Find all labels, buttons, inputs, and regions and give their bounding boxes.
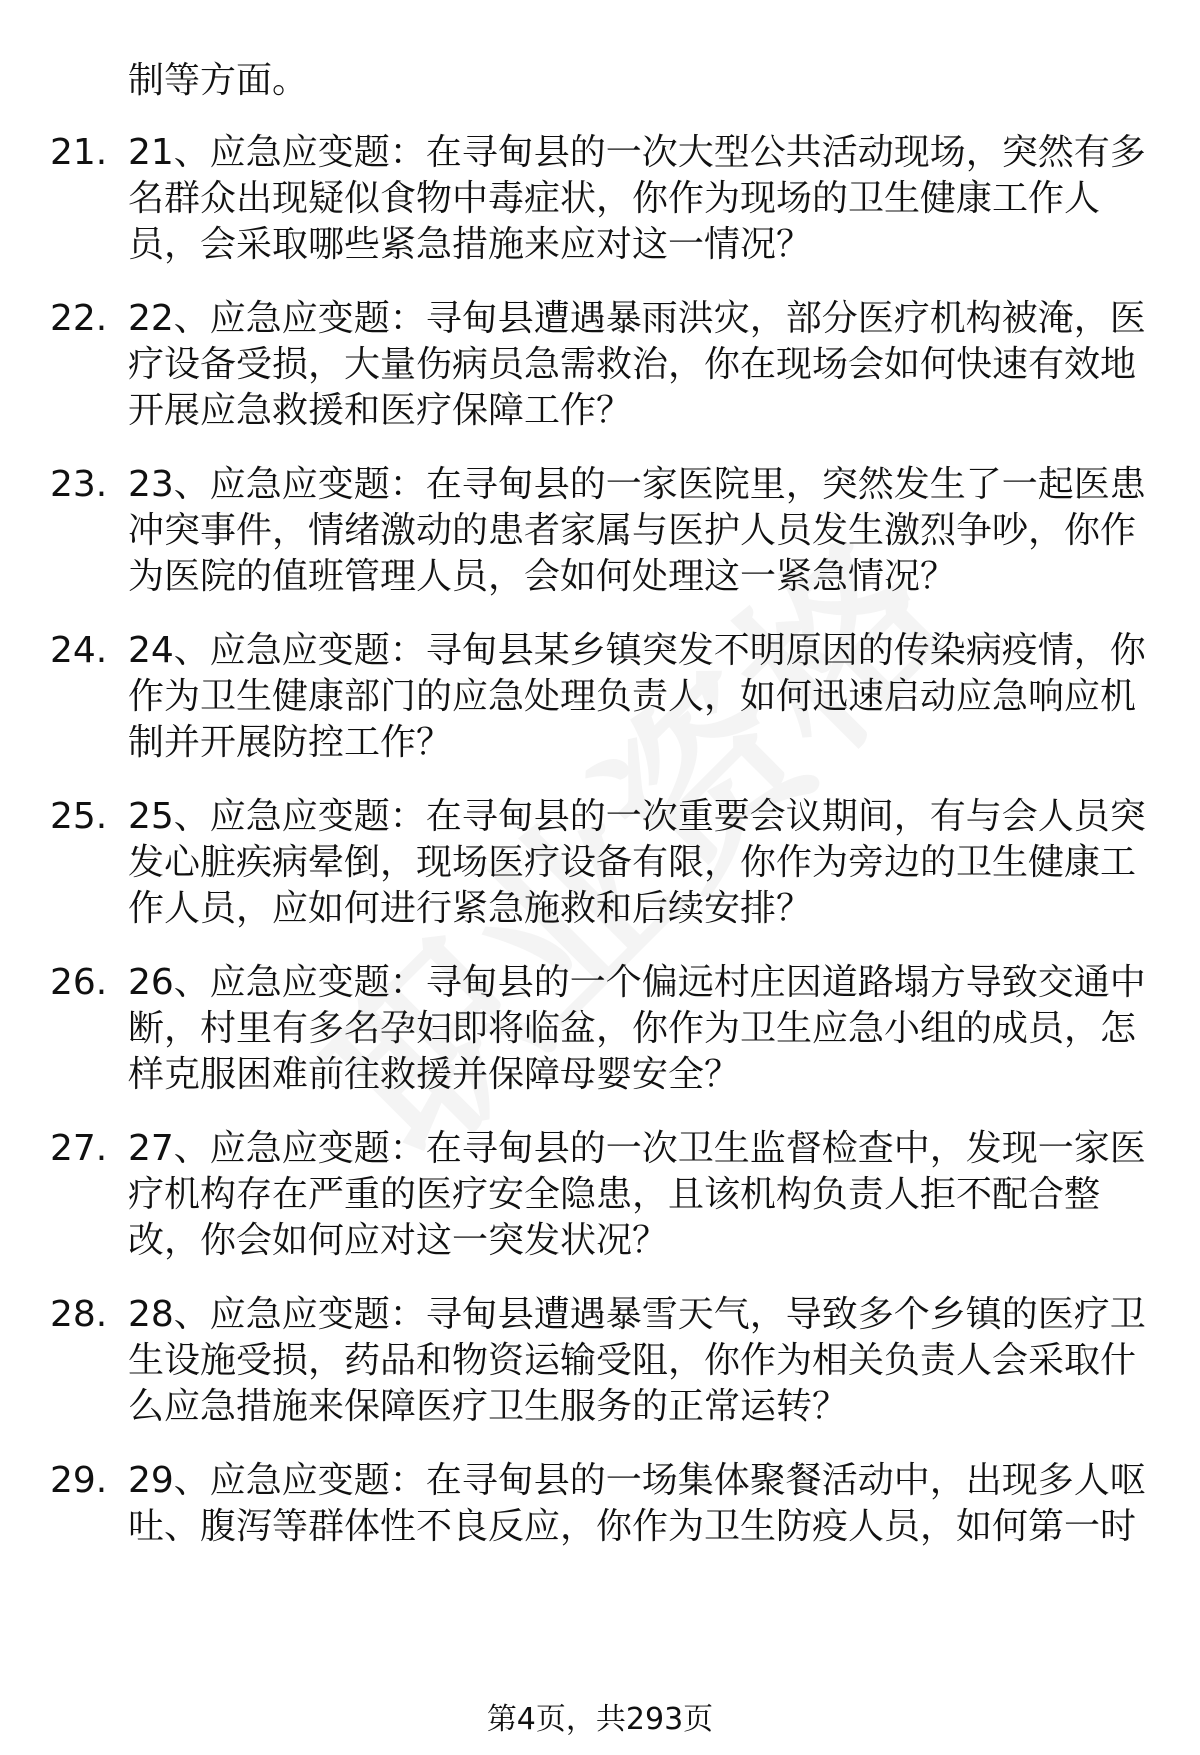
item-number: 29. bbox=[50, 1460, 108, 1501]
item-number: 23. bbox=[50, 464, 108, 505]
item-text: 21、应急应变题：在寻甸县的一次大型公共活动现场，突然有多名群众出现疑似食物中毒症状，你作为现场的卫生健康工作人员，会采取哪些紧急措施来应对这一情况？ bbox=[128, 132, 1146, 265]
item-number: 27. bbox=[50, 1128, 108, 1169]
item-text: 22、应急应变题：寻甸县遭遇暴雨洪灾，部分医疗机构被淹，医疗设备受损，大量伤病员急需救治，你在现场会如何快速有效地开展应急救援和医疗保障工作？ bbox=[128, 298, 1146, 431]
continuation-text: 制等方面。 bbox=[128, 60, 309, 101]
item-text: 23、应急应变题：在寻甸县的一家医院里，突然发生了一起医患冲突事件，情绪激动的患者家属与医护人员发生激烈争吵，你作为医院的值班管理人员，会如何处理这一紧急情况？ bbox=[128, 464, 1146, 597]
item-text: 28、应急应变题：寻甸县遭遇暴雪天气，导致多个乡镇的医疗卫生设施受损，药品和物资运输受阻，你作为相关负责人会采取什么应急措施来保障医疗卫生服务的正常运转？ bbox=[128, 1294, 1146, 1427]
page-footer: 第4页，共293页 bbox=[486, 1702, 714, 1737]
item-text: 25、应急应变题：在寻甸县的一次重要会议期间，有与会人员突发心脏疾病晕倒，现场医疗设备有限，你作为旁边的卫生健康工作人员，应如何进行紧急施救和后续安排？ bbox=[128, 796, 1146, 929]
item-text: 26、应急应变题：寻甸县的一个偏远村庄因道路塌方导致交通中断，村里有多名孕妇即将临盆，你作为卫生应急小组的成员，怎样克服困难前往救援并保障母婴安全？ bbox=[128, 962, 1146, 1095]
item-text: 27、应急应变题：在寻甸县的一次卫生监督检查中，发现一家医疗机构存在严重的医疗安全隐患，且该机构负责人拒不配合整改，你会如何应对这一突发状况？ bbox=[128, 1128, 1146, 1261]
item-number: 21. bbox=[50, 132, 108, 173]
item-number: 26. bbox=[50, 962, 108, 1003]
item-text: 24、应急应变题：寻甸县某乡镇突发不明原因的传染病疫情，你作为卫生健康部门的应急处理负责人，如何迅速启动应急响应机制并开展防控工作？ bbox=[128, 630, 1146, 763]
item-number: 22. bbox=[50, 298, 108, 339]
item-number: 28. bbox=[50, 1294, 108, 1335]
item-number: 25. bbox=[50, 796, 108, 837]
item-number: 24. bbox=[50, 630, 108, 671]
item-text: 29、应急应变题：在寻甸县的一场集体聚餐活动中，出现多人呕吐、腹泻等群体性不良反应，你作为卫生防疫人员，如何第一时 bbox=[128, 1460, 1146, 1547]
